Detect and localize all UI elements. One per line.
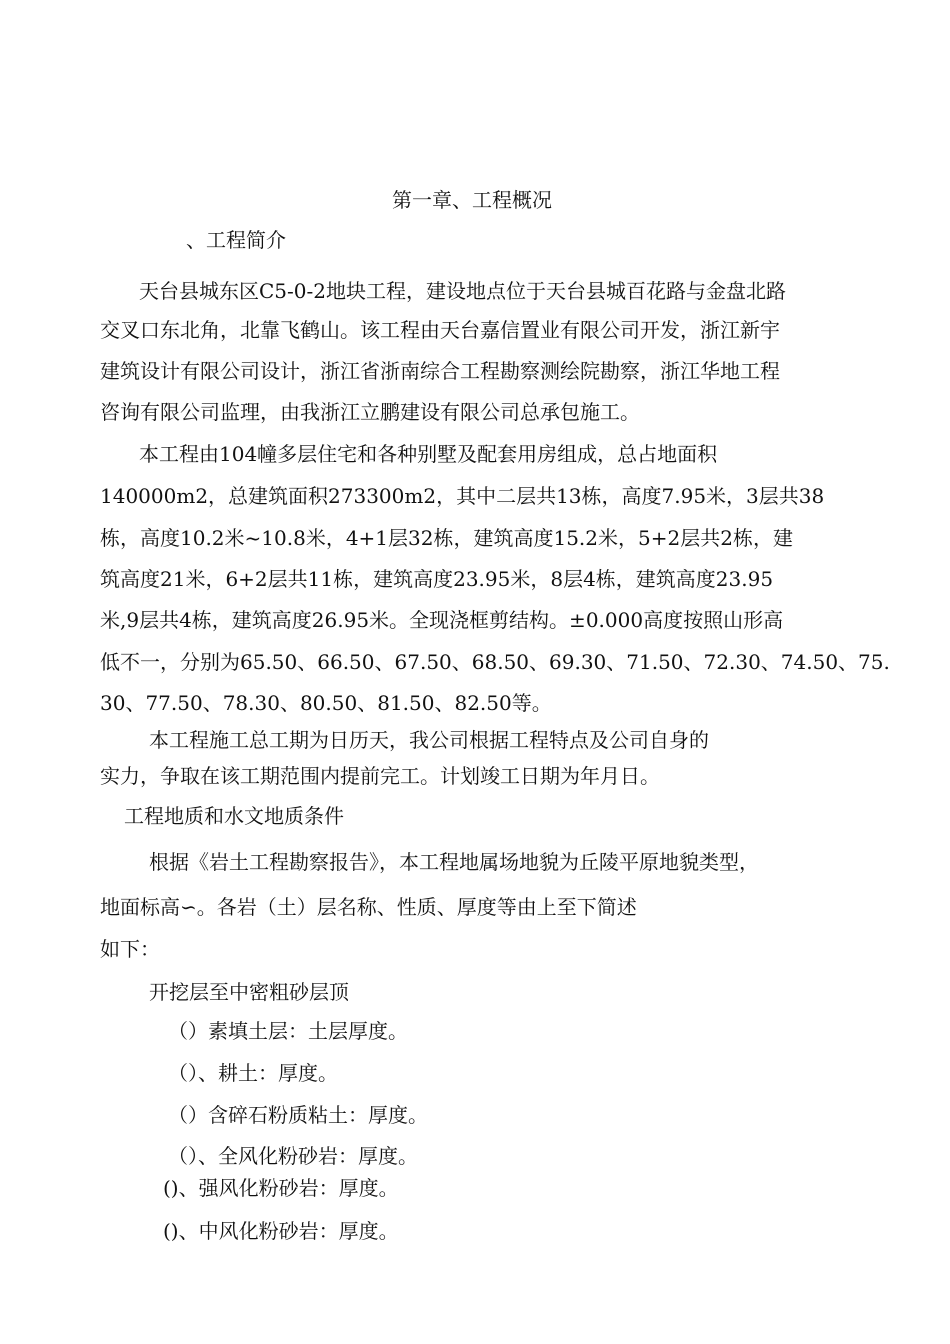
para2-line: 本工程由104幢多层住宅和各种别墅及配套用房组成，总占地面积 bbox=[139, 442, 718, 466]
para4-line: 地面标高∽。各岩（土）层名称、性质、厚度等由上至下简述 bbox=[100, 895, 637, 919]
layer-item: （）、全风化粉砂岩：厚度。 bbox=[168, 1144, 418, 1168]
para4-line: 如下： bbox=[100, 937, 160, 961]
para2-line: 低不一，分别为65.50、66.50、67.50、68.50、69.30、71.50、72.30、74.50、75. bbox=[100, 650, 890, 674]
layer-item: （）素填土层：土层厚度。 bbox=[168, 1019, 408, 1043]
para1-line: 咨询有限公司监理，由我浙江立鹏建设有限公司总承包施工。 bbox=[100, 400, 640, 424]
para2-line: 筑高度21米，6+2层共11栋，建筑高度23.95米，8层4栋，建筑高度23.95 bbox=[100, 567, 774, 591]
para2-line: 米,9层共4栋，建筑高度26.95米。全现浇框剪结构。±0.000高度按照山形高 bbox=[100, 608, 784, 632]
para1-line: 天台县城东区C5-0-2地块工程，建设地点位于天台县城百花路与金盘北路 bbox=[139, 279, 786, 303]
para2-line: 栋，高度10.2米~10.8米，4+1层32栋，建筑高度15.2米，5+2层共2栋，建 bbox=[100, 526, 793, 550]
para1-line: 建筑设计有限公司设计，浙江省浙南综合工程勘察测绘院勘察，浙江华地工程 bbox=[100, 359, 780, 383]
section-heading-geology: 工程地质和水文地质条件 bbox=[124, 804, 344, 828]
layer-item: （）、耕土：厚度。 bbox=[168, 1061, 338, 1085]
para2-line: 30、77.50、78.30、80.50、81.50、82.50等。 bbox=[100, 691, 552, 715]
layers-heading: 开挖层至中密粗砂层顶 bbox=[149, 980, 349, 1004]
layer-item: ()、强风化粉砂岩：厚度。 bbox=[163, 1176, 399, 1200]
para2-line: 140000m2，总建筑面积273300m2，其中二层共13栋，高度7.95米，3层共38 bbox=[100, 484, 825, 508]
layer-item: ()、中风化粉砂岩：厚度。 bbox=[163, 1219, 399, 1243]
section-heading-overview: 、工程简介 bbox=[186, 228, 286, 252]
layer-item: （）含碎石粉质粘土：厚度。 bbox=[168, 1103, 428, 1127]
para3-line: 实力，争取在该工期范围内提前完工。计划竣工日期为年月日。 bbox=[100, 764, 660, 788]
chapter-title: 第一章、工程概况 bbox=[392, 188, 552, 212]
para1-line: 交叉口东北角，北靠飞鹤山。该工程由天台嘉信置业有限公司开发，浙江新宇 bbox=[100, 318, 780, 342]
para4-line: 根据《岩土工程勘察报告》，本工程地属场地貌为丘陵平原地貌类型， bbox=[149, 850, 759, 874]
para3-line: 本工程施工总工期为日历天，我公司根据工程特点及公司自身的 bbox=[149, 728, 709, 752]
